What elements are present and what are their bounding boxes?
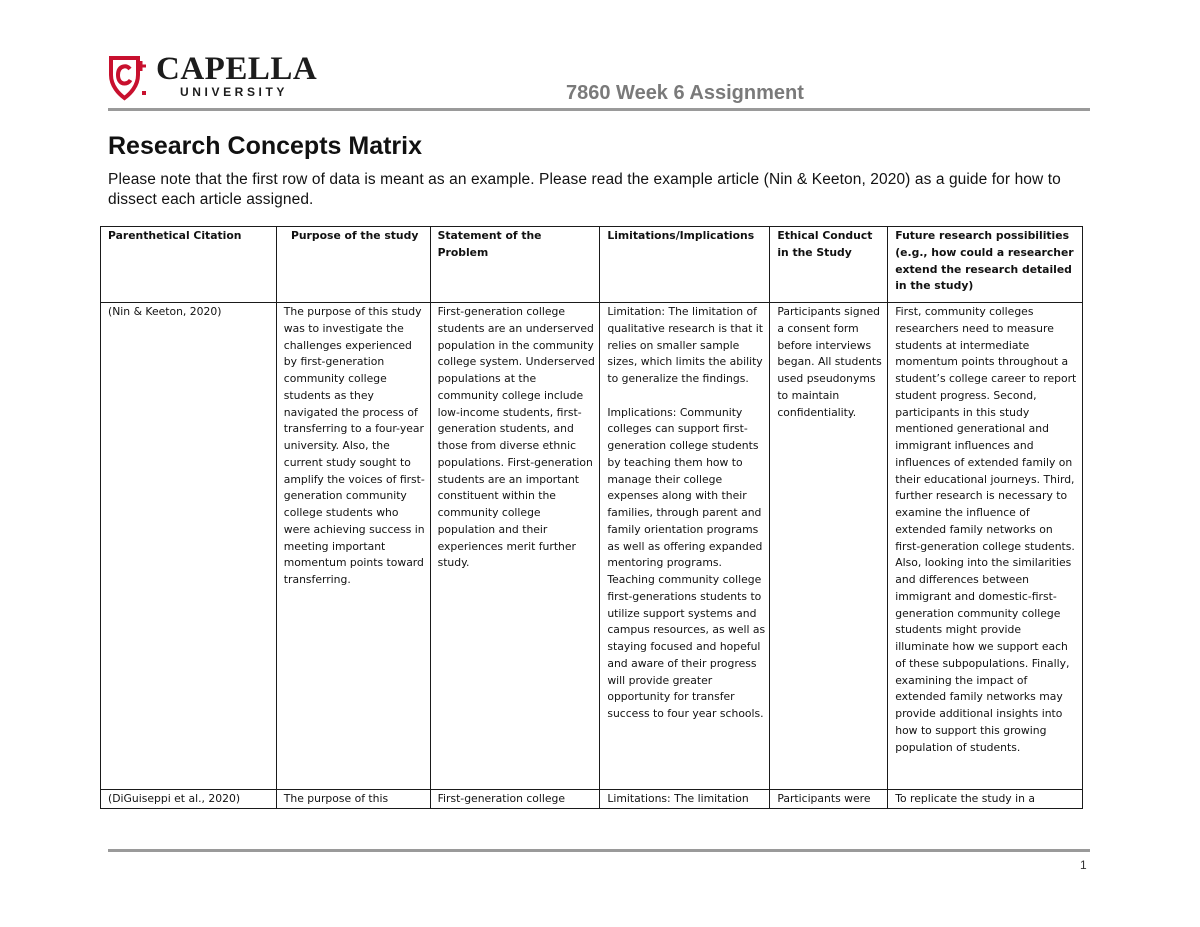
assignment-title: 7860 Week 6 Assignment <box>566 82 804 104</box>
future-cell: To replicate the study in a <box>888 790 1083 809</box>
capella-shield-icon <box>108 55 148 101</box>
capella-logo <box>108 52 338 104</box>
ethics-cell: Participants were <box>770 790 888 809</box>
future-cell: First, community colleges researchers need to measure students at intermediate momentum points throughout a student’s college career to report student progress. Second, participants in this study mentioned generational and immigrant influences and influences of extended family on their educational journeys. Third, further research is necessary to examine the influence of extended family networks on first-generation college students. Also, looking into the similarities and differences between immigrant and domestic-first-generation community college students might provide illuminate how we support each of these subpopulations. Finally, examining the impact of extended family networks may provide additional insights into how to support this growing population of students. <box>888 303 1083 790</box>
intro-paragraph: Please note that the first row of data is meant as an example. Please read the example article (Nin & Keeton, 2020) as a guide for how to dissect each article assigned. <box>108 171 1061 208</box>
header-ethics: Ethical Conduct in the Study <box>770 227 888 303</box>
limitations-cell: Limitations: The limitation <box>600 790 770 809</box>
problem-cell: First-generation college students are an underserved population in the community college system. Underserved populations at the community college include low-income students, first-generation students, and those from diverse ethnic populations. First-generation students are an important constituent within the community college population and their experiences merit further study. <box>430 303 600 790</box>
header-limitations: Limitations/Implications <box>600 227 770 303</box>
ethics-cell: Participants signed a consent form before interviews began. All students used pseudonyms to maintain confidentiality. <box>770 303 888 790</box>
header-future: Future research possibilities (e.g., how could a researcher extend the research detailed in the study) <box>888 227 1083 303</box>
header-citation: Parenthetical Citation <box>101 227 277 303</box>
header-problem: Statement of the Problem <box>430 227 600 303</box>
page-title: Research Concepts Matrix <box>108 132 423 160</box>
limitations-cell <box>600 303 770 790</box>
purpose-cell: The purpose of this <box>276 790 430 809</box>
research-concepts-table <box>100 226 1083 809</box>
brand-name: CAPELLA <box>156 51 318 87</box>
table-header-row <box>101 227 1083 303</box>
problem-cell: First-generation college <box>430 790 600 809</box>
header-divider <box>108 108 1090 111</box>
implications-text: Implications: Community colleges can support first-generation college students by teaching them how to manage their college expenses along with their families, through parent and family orientation programs as well as offering expanded mentoring programs. Teaching community college first-generations students to utilize support systems and campus resources, as well as staying focused and hopeful and aware of their progress will provide greater opportunity for transfer success to four year schools. <box>607 405 766 720</box>
footer-divider <box>108 849 1090 852</box>
brand-subtitle: UNIVERSITY <box>180 85 289 99</box>
limitations-text: Limitation: The limitation of qualitative research is that it relies on smaller sample sizes, which limits the ability to generalize the findings. <box>607 305 763 385</box>
table-row <box>101 790 1083 809</box>
citation-cell: (Nin & Keeton, 2020) <box>101 303 277 790</box>
header-purpose: Purpose of the study <box>276 227 430 303</box>
table-row <box>101 303 1083 790</box>
citation-cell: (DiGuiseppi et al., 2020) <box>101 790 277 809</box>
purpose-cell: The purpose of this study was to investigate the challenges experienced by first-generation community college students as they navigated the process of transferring to a four-year university. Also, the current study sought to amplify the voices of first-generation community college students who were achieving success in meeting important momentum points toward transferring. <box>276 303 430 790</box>
page-number: 1 <box>1080 858 1087 872</box>
paragraph-gap <box>607 388 765 405</box>
